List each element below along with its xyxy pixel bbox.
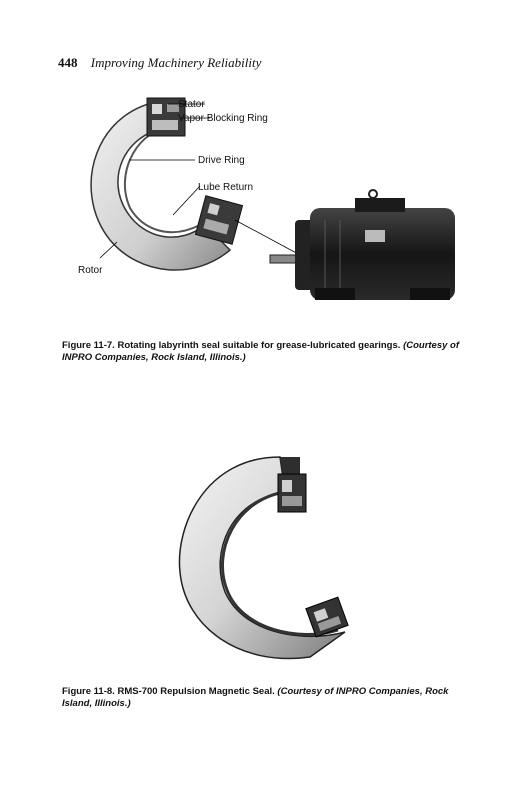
- figure-number: Figure 11-7.: [62, 340, 115, 351]
- running-title: Improving Machinery Reliability: [90, 55, 262, 70]
- caption-text: RMS-700 Repulsion Magnetic Seal.: [117, 686, 275, 697]
- caption-credit: (Courtesy of INPRO Companies, Rock Island, Illinois.): [62, 340, 460, 363]
- caption-text: Rotating labyrinth seal suitable for grease-lubricated gearings.: [117, 340, 401, 351]
- page-number: 448: [58, 55, 78, 70]
- caption-credit: (Courtesy of INPRO Companies, Rock Island, Illinois.): [62, 686, 449, 709]
- figure-11-8-caption: [62, 686, 472, 710]
- figure-number: Figure 11-8.: [62, 686, 115, 697]
- label-stator: Stator: [178, 99, 205, 110]
- label-vapor-blocking-ring: Vapor Blocking Ring: [178, 113, 268, 124]
- label-drive-ring: Drive Ring: [198, 155, 245, 166]
- electric-motor: [270, 190, 455, 300]
- upper-cross-section: [278, 474, 306, 512]
- running-header: [58, 55, 261, 71]
- figure-11-8-image: [170, 452, 360, 672]
- label-rotor: Rotor: [78, 265, 103, 276]
- figure-11-7-caption: [62, 340, 472, 364]
- label-lube-return: Lube Return: [198, 182, 254, 193]
